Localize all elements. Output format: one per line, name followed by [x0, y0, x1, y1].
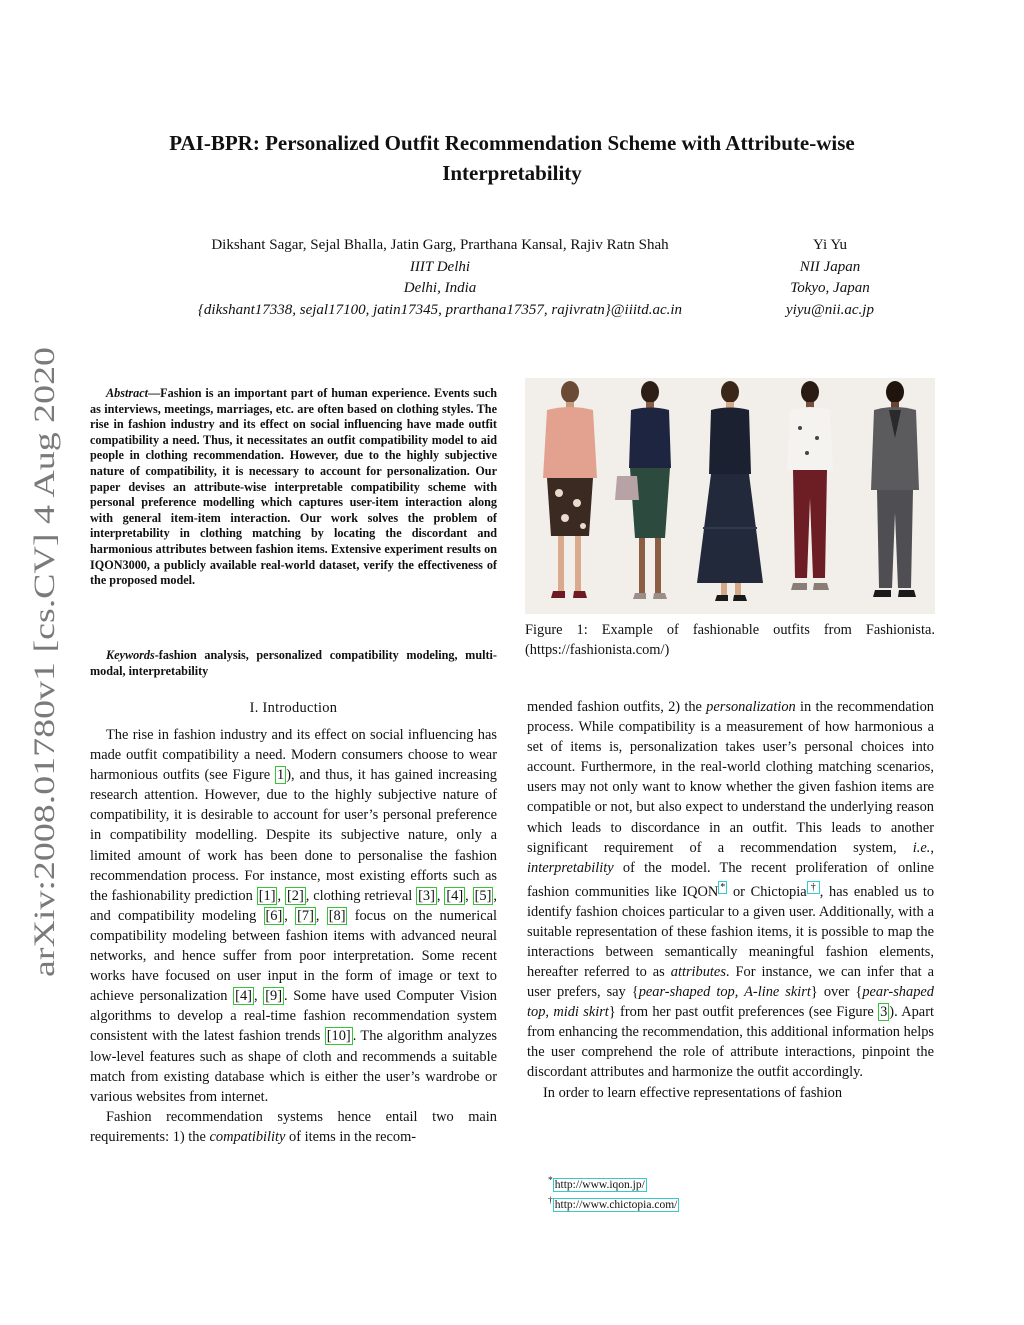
text-run: , — [465, 887, 473, 904]
footnote-link-chictopia[interactable]: † — [808, 881, 818, 893]
emphasis: interpretability — [527, 859, 614, 876]
title-line-2: Interpretability — [442, 161, 582, 185]
emphasis: i.e. — [912, 839, 931, 856]
citation-link[interactable]: [6] — [265, 907, 283, 924]
text-run: } over { — [810, 984, 863, 1001]
text-run: of the model. The recent proliferation of online fashion communities like IQON — [527, 859, 934, 900]
citation-link[interactable]: [7] — [297, 907, 314, 924]
text-run: in the recommendation process. While compatibility is a measurement of how harmonious a set of items is, personalization takes user’s personal choices into account. Furthermore, in the real-world clothing matching scenarios, users may not only want to know whether the given fashion items are compatible or not, but also expect to understand the underlying reason which leads to discordance in an outfit. This leads to another significant requirement of a recommendation system, — [527, 699, 934, 856]
author-names: Yi Yu — [812, 237, 848, 253]
text-run: , — [930, 839, 934, 856]
footnote-url-iqon[interactable]: http://www.iqon.jp/ — [554, 1178, 645, 1191]
footnote-mark: * — [548, 1175, 553, 1186]
text-run: focus on the numerical compatibility modeling between fashion items with advanced neural networks, and hence suffer from poor interpretation. Some recent works have focused on user input in the form of image or text to achieve personalization — [90, 907, 497, 1005]
keywords-text: -fashion analysis, personalized compatibility modeling, multi-modal, interpretability — [90, 648, 497, 678]
author-location: Delhi, India — [403, 280, 477, 296]
keywords — [90, 648, 497, 679]
author-block-nii — [745, 235, 915, 321]
title-line-1: PAI-BPR: Personalized Outfit Recommendation Scheme with Attribute-wise — [169, 131, 855, 155]
citation-link[interactable]: [1] — [258, 887, 276, 904]
abstract-text: —Fashion is an important part of human experience. Events such as interviews, meetings, marriages, etc. are often based on clothing styles. The rise in fashion industry and its effect on social influencing have made outfit compatibility a need. Thus, it necessitates an outfit compatibility model to aid people in clothing recommendation. However, due to the highly subjective nature of compatibility, it is necessary to account for personalization. Our paper devises an attribute-wise interpretable compatibility scheme with personal preference modelling which captures user-item interaction along with general item-item interaction. Our work solves the problem of interpretability in clothing matching by locating the discordant and harmonious attributes between fashion items. Extensive experiment results on IQON3000, a publicly available real-world dataset, verify the effectiveness of the proposed model. — [90, 386, 497, 588]
intro-paragraph-3 — [527, 697, 934, 1083]
arxiv-stamp — [20, 340, 64, 980]
citation-link[interactable]: [9] — [265, 988, 282, 1005]
footnote-url-chictopia[interactable]: http://www.chictopia.com/ — [554, 1198, 678, 1211]
intro-paragraph-1 — [90, 725, 497, 1107]
citation-link[interactable]: [3] — [418, 887, 435, 904]
figure-1-link[interactable]: 1 — [277, 767, 285, 784]
intro-paragraph-4 — [527, 1083, 934, 1103]
text-run: , — [315, 907, 327, 924]
text-run: ), and thus, it has gained increasing research attention. However, due to the highly subjective nature of compatibility, it is desirable to account for user’s personal preference in compatibility modelling. Despite its subjective nature, only a limited amount of work has been done to personalise the fashion recommendation process. For instance, most existing efforts such as the fashionability prediction — [90, 767, 498, 904]
figure-1-caption: Figure 1: Example of fashionable outfits from Fashionista. (https://fashionista.com/) — [525, 622, 935, 658]
abstract-label: Abstract — [106, 386, 148, 400]
author-names: Dikshant Sagar, Sejal Bhalla, Jatin Garg, Prarthana Kansal, Rajiv Ratn Shah — [211, 237, 669, 253]
intro-paragraph-2 — [90, 1107, 497, 1147]
text-run: or Chictopia — [727, 883, 807, 900]
text-run: } from her past outfit preferences (see Figure — [608, 1004, 879, 1021]
emphasis: compatibility — [209, 1128, 286, 1145]
text-run: . The algorithm analyzes low-level features such as shape of cloth and recommends a suitable match from existing database which is either the user’s wardrobe or various websites from internet. — [90, 1028, 497, 1105]
intro-column-right — [527, 697, 934, 1103]
footnote-mark: † — [548, 1194, 553, 1206]
text-run: In order to learn effective representations of fashion — [543, 1084, 843, 1101]
citation-link[interactable]: [4] — [235, 988, 252, 1005]
text-run: , has enabled us to identify fashion choices particular to a given user. Additionally, with a suitable representation of these fashion items, it is possible to map the interactions between semantically meaningful fashion elements, hereafter referred to as — [527, 883, 935, 981]
text-run: , and compatibility modeling — [90, 887, 498, 924]
footnote-2 — [548, 1193, 928, 1213]
footnotes — [548, 1173, 928, 1213]
citation-link[interactable]: [8] — [328, 907, 346, 924]
author-affiliation: IIIT Delhi — [409, 258, 471, 275]
figure-1-image — [525, 378, 935, 614]
emphasis: pear-shaped top, A-line skirt — [638, 984, 811, 1001]
author-location: Tokyo, Japan — [790, 280, 870, 296]
text-run: ). Apart from enhancing the recommendation, this additional information helps the user comprehend the role of attribute interactions, pinpoint the discordant attributes and harmonize the outfit accordingly. — [527, 1004, 934, 1081]
text-run: , — [284, 907, 296, 924]
author-email: {dikshant17338, sejal17100, jatin17345, prarthana17357, rajivratn}@iiitd.ac.in — [197, 301, 683, 318]
text-run: mended fashion outfits, 2) the — [527, 699, 707, 715]
text-run: . For instance, we can infer that a user prefers, say { — [527, 964, 934, 1001]
text-run: The rise in fashion industry and its effect on social influencing has made outfit compatibility a need. Modern consumers choose to wear harmonious outfits (see Figure — [90, 727, 497, 784]
text-run: , clothing retrieval — [305, 887, 417, 904]
citation-link[interactable]: [4] — [446, 887, 464, 904]
text-run: , — [436, 887, 445, 904]
citation-link[interactable]: [2] — [286, 887, 304, 904]
text-run: , — [277, 887, 285, 904]
citation-link[interactable]: [5] — [474, 887, 492, 904]
section-heading-introduction: I. Introduction — [249, 700, 338, 716]
emphasis: personalization — [706, 699, 796, 715]
footnote-link-iqon[interactable]: * — [720, 881, 726, 893]
text-run: . Some have used Computer Vision algorithms to develop a real-time fashion recommendation system consistent with the latest fashion trends — [90, 988, 498, 1045]
footnote-1 — [548, 1173, 928, 1193]
figure-3-link[interactable]: 3 — [880, 1004, 888, 1021]
paper-title — [100, 128, 924, 188]
author-block-iiit — [120, 235, 760, 321]
keywords-label: Keywords — [106, 648, 155, 662]
text-run: , — [253, 988, 264, 1005]
author-affiliation: NII Japan — [799, 258, 861, 275]
abstract — [90, 386, 497, 589]
text-run: of items in the recom- — [285, 1128, 417, 1145]
emphasis: pear-shaped top, midi skirt — [527, 984, 934, 1021]
citation-link[interactable]: [10] — [326, 1028, 351, 1045]
arxiv-id: arXiv:2008.01780v1 [cs.CV] 4 Aug 2020 — [28, 478, 61, 977]
intro-column-left — [90, 725, 497, 1147]
emphasis: attributes — [670, 964, 726, 981]
text-run: Fashion recommendation systems hence entail two main requirements: 1) the — [90, 1108, 497, 1145]
author-email: yiyu@nii.ac.jp — [786, 301, 874, 318]
